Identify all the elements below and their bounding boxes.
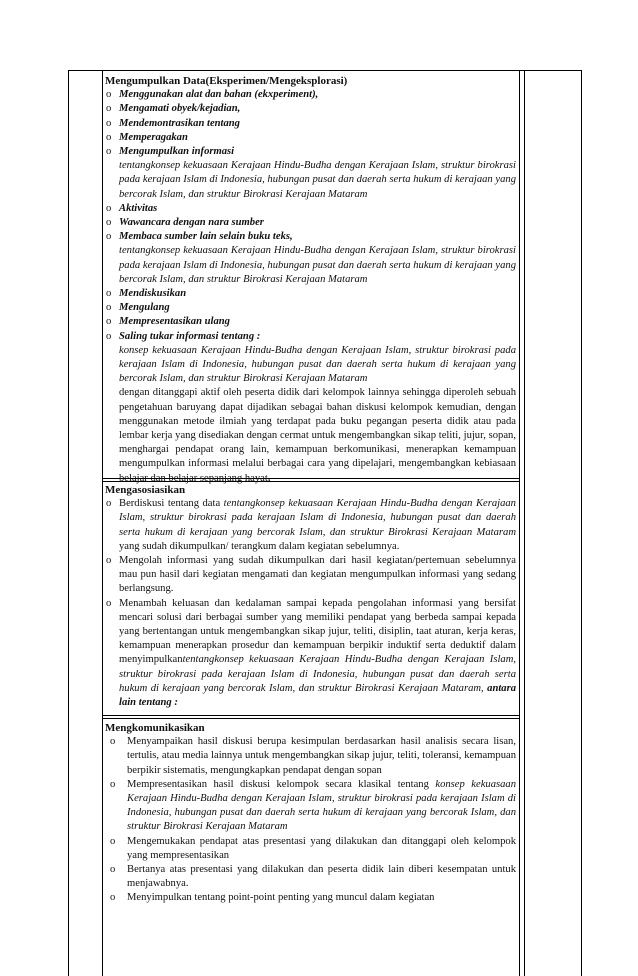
- list-item: o Aktivitas: [106, 202, 158, 214]
- lesson-table: [68, 70, 582, 976]
- list-item: o Wawancara dengan nara sumber: [106, 217, 264, 229]
- section-mengkomunikasikan: [105, 721, 516, 906]
- list-item: o Mengolah informasi yang sudah dikumpulkan dari hasil kegiatan/pertemuan sebelumnya mau pun hasil dari kegiatan mengamati dan kegiatan mengumpulkan informasi yang sedang berlangsung.: [106, 555, 516, 595]
- list-item: o Menyimpulkan tentang point-point penting yang muncul dalam kegiatan: [110, 892, 435, 904]
- section-mengumpulkan-data: [105, 74, 516, 486]
- list-item: o Mengumpulkan informasi: [106, 146, 235, 158]
- list-item: o Berdiskusi tentang data tentangkonsep kekuasaan Kerajaan Hindu-Budha dengan Kerajaan Islam, struktur birokrasi pada kerajaan Islam di Indonesia, hubungan pusat dan daerah serta hukum di kerajaan yang bercorak Islam, dan struktur Birokrasi Kerajaan Mataram yang sudah dikumpulkan/ terangkum dalam kegiatan sebelumnya.: [106, 498, 516, 552]
- list-item: o Memperagakan: [106, 131, 188, 143]
- list-item: o Bertanya atas presentasi yang dilakukan dan peserta didik lain diberi kesempatan untuk menjawabnya.: [110, 864, 516, 890]
- activity-list: [105, 735, 516, 905]
- list-item: o Mendiskusikan: [106, 288, 187, 300]
- topic-description: konsep kekuasaan Kerajaan Hindu-Budha dengan Kerajaan Islam, struktur birokrasi pada kerajaan Islam di Indonesia, hubungan pusat dan daerah serta hukum di kerajaan yang bercorak Islam, dan struktur Birokrasi Kerajaan Mataram: [119, 344, 516, 385]
- list-item: o Membaca sumber lain selain buku teks,: [106, 231, 293, 243]
- list-item: o Saling tukar informasi tentang :: [106, 330, 261, 342]
- section-heading: Mengasosiasikan: [105, 484, 186, 496]
- section-mengasosiasikan: [105, 483, 516, 710]
- list-item: o Mengamati obyek/kejadian,: [106, 103, 241, 115]
- table-border-top: [69, 70, 581, 71]
- activity-list: [105, 88, 516, 159]
- topic-description: tentangkonsep kekuasaan Kerajaan Hindu-Budha dengan Kerajaan Islam, struktur birokrasi pada kerajaan Islam di Indonesia, hubungan pusat dan daerah serta hukum di kerajaan yang bercorak Islam, dan struktur Birokrasi Kerajaan Mataram: [119, 245, 516, 285]
- section-heading: Mengumpulkan Data(Eksperimen/Mengeksplorasi): [105, 75, 348, 87]
- list-item: o Mengulang: [106, 302, 170, 314]
- list-item: o Mempresentasikan ulang: [106, 316, 230, 328]
- closing-paragraph: dengan ditanggapi aktif oleh peserta didik dari kelompok lainnya sehingga diperoleh sebuah pengetahuan baruyang dapat dijadikan sebagai bahan diskusi kelompok kemudian, dengan menggunakan metode ilmiah yang terdapat pada buku pegangan peserta didik atau pada lembar kerja yang disediakan dengan cermat untuk mengembangkan sikap teliti, jujur, sopan, menghargai pendapat orang lain, kemampuan berkomunikasi, menerapkan kemampuan mengumpulkan informasi melalui berbagai cara yang dipelajari, mengembangkan kebiasaan belajar dan belajar sepanjang hayat.: [119, 387, 516, 484]
- activity-list: [105, 497, 516, 710]
- row-divider-2: [102, 715, 520, 716]
- list-item: o Mempresentasikan hasil diskusi kelompok secara klasikal tentang konsep kekuasaan Kerajaan Hindu-Budha dengan Kerajaan Islam, struktur birokrasi pada kerajaan Islam di Indonesia, hubungan pusat dan daerah serta hukum di kerajaan yang bercorak Islam, dan struktur Birokrasi Kerajaan Mataram: [110, 778, 517, 833]
- list-item: o Menambah keluasan dan kedalaman sampai kepada pengolahan informasi yang bersifat mencari solusi dari berbagai sumber yang memiliki pendapat yang berbeda sampai kepada yang bertentangan untuk mengembangkan sikap jujur, teliti, disiplin, taat aturan, kerja keras, kemampuan menerapkan prosedur dan kemampuan berpikir induktif serta deduktif dalam menyimpulkantentangkonsep kekuasaan Kerajaan Hindu-Budha dengan Kerajaan Islam, struktur birokrasi pada kerajaan Islam di Indonesia, hubungan pusat dan daerah serta hukum di kerajaan yang bercorak Islam, dan struktur Birokrasi Kerajaan Mataram, antara lain tentang :: [106, 597, 516, 709]
- section-heading: Mengkomunikasikan: [105, 722, 205, 734]
- topic-description: tentangkonsep kekuasaan Kerajaan Hindu-Budha dengan Kerajaan Islam, struktur birokrasi pada kerajaan Islam di Indonesia, hubungan pusat dan daerah serta hukum di kerajaan yang bercorak Islam, dan struktur Birokrasi Kerajaan Mataram: [119, 160, 516, 200]
- list-item: o Mendemontrasikan tentang: [106, 117, 240, 129]
- list-item: o Menyampaikan hasil diskusi berupa kesimpulan berdasarkan hasil analisis secara lisan, tertulis, atau media lainnya untuk mengembangkan sikap jujur, teliti, toleransi, kemampuan berpikir sistematis, mengungkapkan pendapat dengan sopan: [110, 736, 516, 776]
- column-divider-right-double: [524, 70, 525, 976]
- list-item: o Mengemukakan pendapat atas presentasi yang dilakukan dan ditanggapi oleh kelompok yang mempresentasikan: [110, 835, 516, 861]
- row-divider-2b: [102, 718, 520, 719]
- list-item: o Menggunakan alat dan bahan (ekxperiment),: [106, 89, 319, 101]
- activity-list: [105, 202, 516, 245]
- column-divider-left: [102, 70, 103, 976]
- activity-list: [105, 287, 516, 344]
- column-divider-right: [519, 70, 520, 976]
